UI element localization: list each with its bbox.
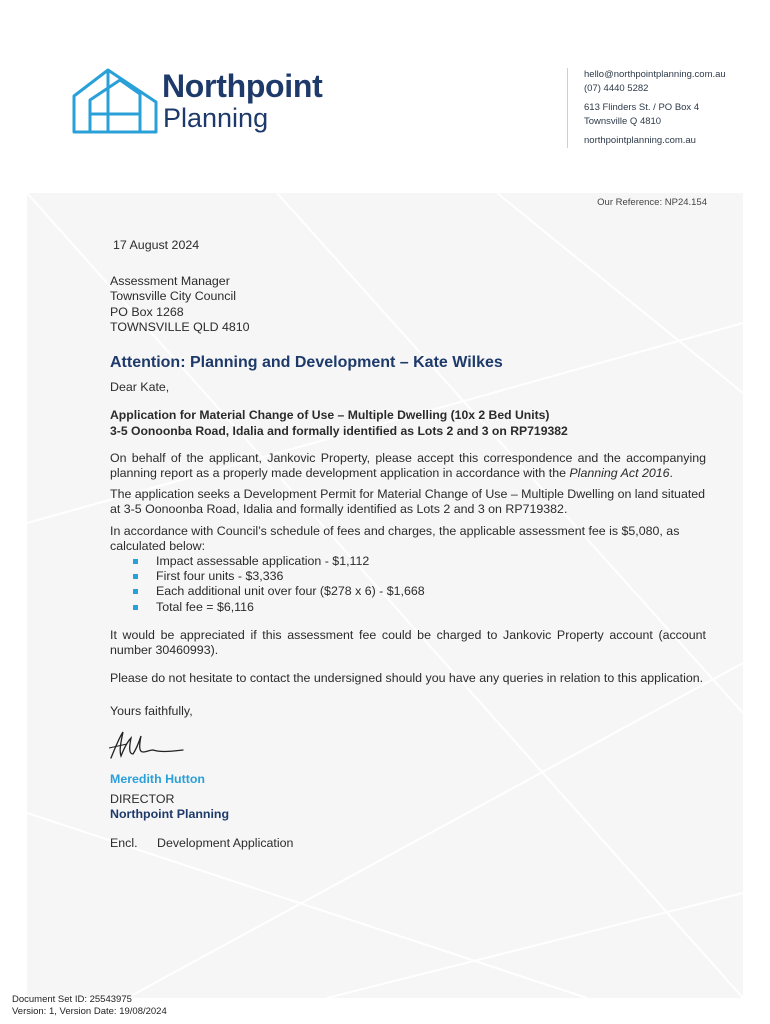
recipient-line: TOWNSVILLE QLD 4810 (110, 319, 250, 334)
intro-act: Planning Act 2016 (569, 466, 670, 481)
contact-website[interactable]: northpointplanning.com.au (584, 135, 696, 146)
paragraph-contact: Please do not hesitate to contact the undersigned should you have any queries in relation to this application. (110, 671, 704, 686)
signer-name: Meredith Hutton (110, 771, 205, 786)
contact-address1: 613 Flinders St. / PO Box 4 (584, 102, 700, 113)
subject-line: 3-5 Oonoonba Road, Idalia and formally identified as Lots 2 and 3 on RP719382 (110, 423, 568, 438)
contact-address2: Townsville Q 4810 (584, 115, 662, 127)
contact-email[interactable]: hello@northpointplanning.com.au (584, 69, 726, 80)
recipient-address (110, 274, 706, 335)
fee-item: Impact assessable application - $1,112 (131, 554, 706, 569)
enclosure (110, 836, 706, 851)
recipient-line: Assessment Manager (110, 274, 230, 289)
fee-item: Each additional unit over four ($278 x 6) - $1,668 (131, 584, 706, 599)
letter-date: 17 August 2024 (113, 238, 200, 252)
paragraph-fees: In accordance with Council’s schedule of fees and charges, the applicable assessment fee is $5,080, as calculated below: (110, 523, 680, 553)
signer-role: DIRECTOR (110, 791, 175, 806)
signer-company: Northpoint Planning (110, 807, 230, 822)
paragraph-account: It would be appreciated if this assessment fee could be charged to Jankovic Property account (account number 30460993). (110, 627, 706, 658)
contact-block (567, 68, 726, 148)
enclosure-value: Development Application (157, 836, 294, 851)
signature-image (107, 728, 197, 764)
document-set-id: Document Set ID: 25543975 (12, 994, 132, 1005)
brand-sub: Planning (163, 103, 269, 133)
closing: Yours faithfully, (110, 704, 193, 719)
intro-end: . (669, 466, 673, 481)
fee-item: First four units - $3,336 (131, 569, 706, 584)
salutation: Dear Kate, (110, 380, 170, 395)
letter-body (110, 238, 706, 851)
paragraph-intro (110, 451, 706, 481)
document-version: Version: 1, Version Date: 19/08/2024 (12, 1006, 167, 1017)
brand-name: Northpoint (162, 68, 323, 104)
our-reference: Our Reference: NP24.154 (597, 197, 707, 208)
recipient-line: Townsville City Council (110, 289, 237, 304)
recipient-line: PO Box 1268 (110, 304, 184, 319)
intro-text: On behalf of the applicant, Jankovic Property, please accept this correspondence and the accompanying planning report as a properly made development application in accordance with the (110, 450, 706, 481)
enclosure-label: Encl. (110, 836, 138, 851)
fee-item: Total fee = $6,116 (131, 600, 706, 615)
attention-heading: Attention: Planning and Development – Kate Wilkes (110, 354, 503, 372)
subject (110, 408, 706, 438)
contact-phone: (07) 4440 5282 (584, 82, 649, 94)
subject-line: Application for Material Change of Use – Multiple Dwelling (10x 2 Bed Units) (110, 408, 550, 423)
document-footer (12, 994, 167, 1018)
paragraph-application: The application seeks a Development Permit for Material Change of Use – Multiple Dwelling on land situated at 3-5 Oonoonba Road, Idalia and formally identified as Lots 2 and 3 on RP719382. (110, 487, 706, 517)
fee-list (110, 554, 706, 615)
